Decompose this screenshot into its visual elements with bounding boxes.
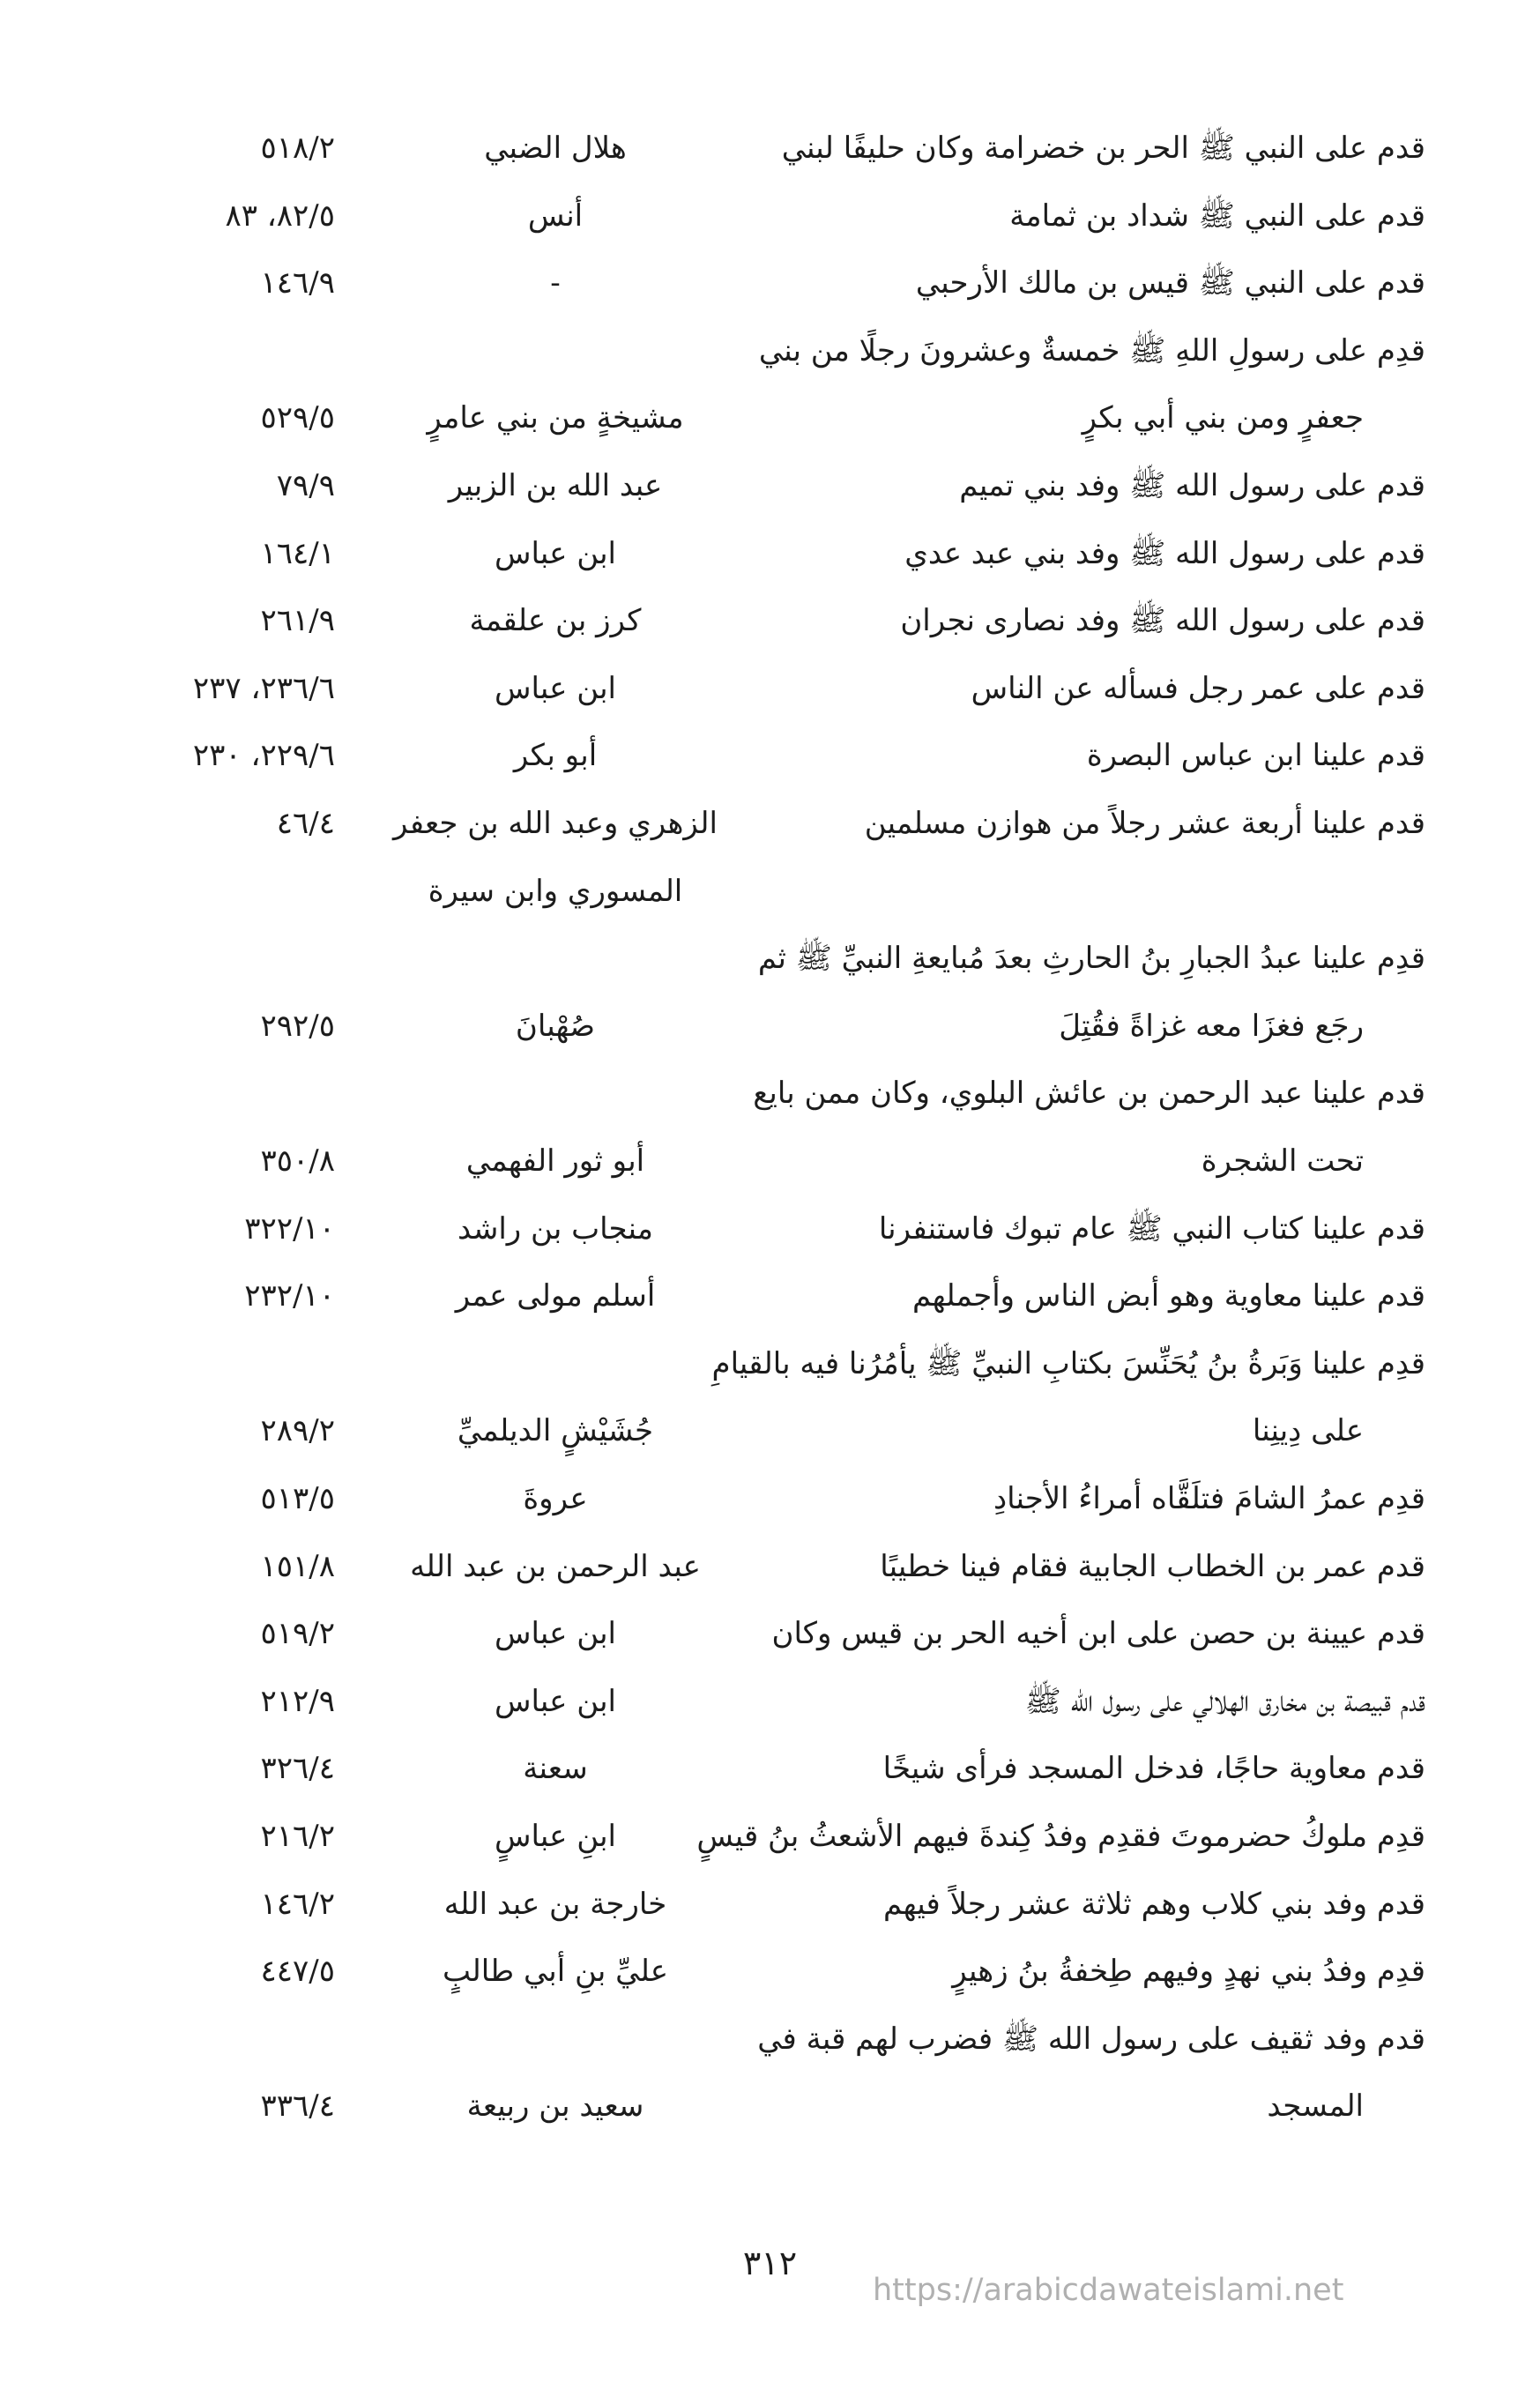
entry-text: قدم علينا ابن عباس البصرة [1086, 738, 1425, 774]
entry-reference: ٥١٩/٢ [260, 1616, 335, 1652]
index-entry-row [0, 1060, 1540, 1127]
entry-reference: ٢٩٢/٥ [260, 1008, 335, 1044]
entry-narrator: منجاب بن راشد [458, 1210, 653, 1247]
entry-narrator: مشيخةٍ من بني عامرٍ [427, 400, 684, 436]
index-entry-row [0, 587, 1540, 654]
entry-narrator: - [550, 265, 561, 301]
entry-text: قدِم وفدُ بني نهدٍ وفيهم طِخفةُ بنُ زهيرٍ [952, 1954, 1425, 1990]
index-entry-row [0, 1938, 1540, 2005]
entry-reference: ٢٣٦/٦، ٢٣٧ [192, 670, 335, 706]
entry-reference: ٥١٣/٥ [260, 1481, 335, 1516]
entry-text: قدم قبيصة بن مخارق الهلالي على رسول الله ﷺ [1024, 1683, 1425, 1719]
entry-narrator: أسلم مولى عمر [455, 1278, 656, 1314]
entry-narrator: أبو بكر [513, 738, 598, 774]
index-entry-row [0, 384, 1540, 451]
index-entry-row [0, 317, 1540, 384]
index-entry-row [0, 655, 1540, 722]
entry-text: قدم علينا معاوية وهو أبض الناس وأجملهم [911, 1278, 1425, 1314]
index-entry-row [0, 790, 1540, 857]
index-entry-row [0, 1871, 1540, 1938]
entry-reference: ١٥١/٨ [260, 1548, 335, 1584]
entry-text: قدم على النبي ﷺ قيس بن مالك الأرحبي [915, 265, 1425, 301]
entry-narrator: خارجة بن عبد الله [443, 1886, 667, 1922]
entry-reference: ٥٢٩/٥ [260, 400, 335, 436]
entry-text: قدم على رسول الله ﷺ وفد بني عبد عدي [904, 535, 1425, 571]
entry-text: جعفرٍ ومن بني أبي بكرٍ [1082, 400, 1364, 436]
index-entry-row [0, 1330, 1540, 1397]
entry-narrator: ابن عباس [494, 670, 616, 706]
entry-text: قدِم علينا وَبَرةُ بنُ يُحَنِّسَ بكتابِ النبيِّ ﷺ يأمُرُنا فيه بالقيامِ [711, 1345, 1425, 1381]
index-entry-row [0, 925, 1540, 992]
entry-narrator: كرز بن علقمة [469, 603, 642, 639]
index-entry-row [0, 1465, 1540, 1532]
entry-reference: ٢٢٩/٦، ٢٣٠ [192, 738, 335, 774]
entry-narrator: جُشَيْشٍ الديلميِّ [457, 1413, 654, 1449]
entry-text: قدم علينا عبد الرحمن بن عائش البلوي، وكان ممن بايع [753, 1076, 1425, 1112]
index-entry-row [0, 993, 1540, 1060]
entry-text: قدم على رسول الله ﷺ وفد بني تميم [959, 468, 1425, 503]
entry-reference: ٣٥٠/٨ [260, 1143, 335, 1179]
index-entry-row [0, 1533, 1540, 1600]
index-entry-row [0, 182, 1540, 249]
entry-reference: ١٤٦/٢ [260, 1886, 335, 1922]
entry-narrator: ابن عباس [494, 535, 616, 571]
entry-text: قدِم عمرُ الشامَ فتلَقَّاه أمراءُ الأجنادِ [993, 1481, 1425, 1516]
entry-text: قدم علينا أربعة عشر رجلاً من هوازن مسلمين [864, 806, 1425, 841]
entry-reference: ٢٣٢/١٠ [244, 1278, 335, 1314]
entry-text: قدم وفد بني كلاب وهم ثلاثة عشر رجلاً فيهم [882, 1886, 1425, 1922]
entry-narrator: ابنِ عباسٍ [494, 1819, 616, 1854]
index-entry-row [0, 115, 1540, 182]
entry-text: قدم على النبي ﷺ الحر بن خضرامة وكان حليفًا لبني [781, 130, 1425, 166]
page-number: ٣١٢ [742, 2244, 798, 2282]
entry-reference: ٤٦/٤ [276, 806, 335, 841]
entry-narrator: ابن عباس [494, 1616, 616, 1652]
entry-text: قدم وفد ثقيف على رسول الله ﷺ فضرب لهم قبة في [757, 2021, 1425, 2057]
index-entry-row [0, 520, 1540, 587]
entry-text: على دِينِنا [1252, 1413, 1364, 1449]
index-entry-row [0, 722, 1540, 789]
entry-narrator: الزهري وعبد الله بن جعفر [393, 806, 718, 841]
entry-text: تحت الشجرة [1201, 1143, 1364, 1179]
entry-reference: ٧٩/٩ [276, 468, 335, 503]
index-entry-row [0, 1735, 1540, 1802]
entry-reference: ٢١٦/٢ [260, 1819, 335, 1854]
entry-reference: ٢١٢/٩ [260, 1683, 335, 1719]
entry-text: قدم عمر بن الخطاب الجابية فقام فينا خطيبًا [880, 1548, 1425, 1584]
entry-narrator: صُهْبانَ [515, 1008, 596, 1044]
entry-narrator: عبد الله بن الزبير [448, 468, 663, 503]
entry-narrator: ابن عباس [494, 1683, 616, 1719]
index-entry-row [0, 1195, 1540, 1262]
entry-narrator: سعيد بن ربيعة [466, 2088, 644, 2125]
index-entry-row [0, 452, 1540, 519]
entry-reference: ٨٢/٥، ٨٣ [225, 197, 335, 234]
index-entry-row [0, 1128, 1540, 1195]
entry-text: قدِم على رسولِ اللهِ ﷺ خمسةٌ وعشرونَ رجلًا من بني [758, 332, 1425, 368]
entry-reference: ٤٤٧/٥ [260, 1954, 335, 1990]
entry-reference: ٥١٨/٢ [260, 130, 335, 166]
index-entry-row [0, 1262, 1540, 1329]
entry-text: قدم على النبي ﷺ شداد بن ثمامة [1009, 197, 1425, 234]
entry-narrator: عروةَ [523, 1481, 588, 1516]
entry-text: قدم معاوية حاجًا، فدخل المسجد فرأى شيخًا [882, 1751, 1425, 1787]
entry-narrator: عبد الرحمن بن عبد الله [410, 1548, 701, 1584]
entry-text: قدم علينا كتاب النبي ﷺ عام تبوك فاستنفرنا [878, 1210, 1425, 1247]
index-entry-row [0, 2006, 1540, 2073]
watermark-url: https://arabicdawateislami.net [873, 2273, 1344, 2308]
entry-narrator: أنس [527, 197, 584, 234]
entry-narrator: عليِّ بنِ أبي طالبٍ [442, 1954, 669, 1990]
entry-reference: ٢٨٩/٢ [260, 1413, 335, 1449]
entry-reference: ١٤٦/٩ [260, 265, 335, 301]
index-entry-row [0, 1397, 1540, 1464]
entry-narrator: أبو ثور الفهمي [465, 1143, 645, 1179]
entry-text: قدم على رسول الله ﷺ وفد نصارى نجران [900, 603, 1425, 639]
entry-narrator: المسوري وابن سيرة [428, 873, 683, 909]
entry-reference: ٣٢٢/١٠ [244, 1210, 335, 1247]
index-entry-row [0, 2073, 1540, 2140]
entry-text: قدم عيينة بن حصن على ابن أخيه الحر بن قيس وكان [771, 1616, 1425, 1652]
entry-narrator: سعنة [523, 1751, 588, 1787]
entry-text: المسجد [1267, 2088, 1364, 2125]
entry-text: قدِم ملوكُ حضرموتَ فقدِم وفدُ كِندةَ فيهم الأشعثُ بنُ قيسٍ [696, 1819, 1425, 1854]
index-entry-row [0, 1600, 1540, 1667]
entry-reference: ٢٦١/٩ [260, 603, 335, 639]
index-entry-row [0, 1803, 1540, 1870]
entry-text: قدِم علينا عبدُ الجبارِ بنُ الحارثِ بعدَ مُبايعةِ النبيِّ ﷺ ثم [757, 941, 1425, 977]
entry-narrator: هلال الضبي [484, 130, 627, 166]
index-entry-row [0, 249, 1540, 316]
entry-reference: ١٦٤/١ [260, 535, 335, 571]
index-entry-row [0, 1668, 1540, 1735]
entry-reference: ٣٣٦/٤ [260, 2088, 335, 2125]
entry-text: رجَع فغزَا معه غزاةً فقُتِلَ [1059, 1008, 1364, 1044]
index-entry-row [0, 858, 1540, 925]
entry-text: قدم على عمر رجل فسأله عن الناس [971, 670, 1425, 706]
entry-reference: ٣٢٦/٤ [260, 1751, 335, 1787]
